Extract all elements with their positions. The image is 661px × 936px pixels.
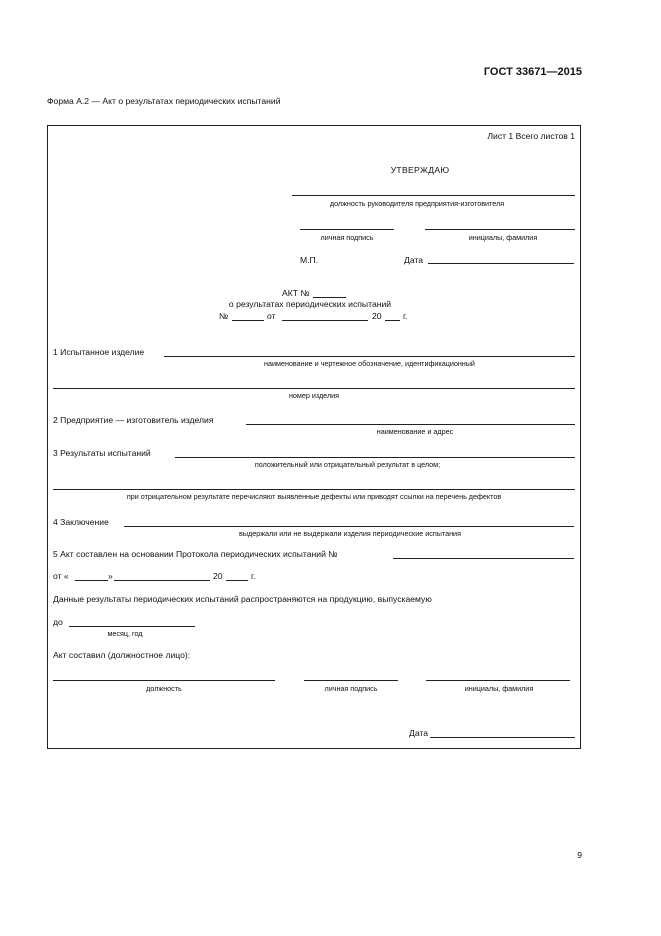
compiled-initials-line[interactable]: [426, 680, 570, 681]
item4-label: 4 Заключение: [53, 517, 109, 527]
until-line[interactable]: [69, 626, 195, 627]
page-number: 9: [577, 850, 582, 860]
item5-year-line[interactable]: [226, 580, 248, 581]
item5-year-prefix: 20: [213, 571, 223, 581]
item1b-caption: номер изделия: [288, 391, 340, 400]
item1b-line[interactable]: [53, 388, 575, 389]
item1-line[interactable]: [164, 356, 575, 357]
item5-day-line[interactable]: [75, 580, 108, 581]
item3-line[interactable]: [175, 457, 575, 458]
distribution-text: Данные результаты периодических испытаний распространяются на продукцию, выпускаемую: [53, 594, 432, 604]
item2-label: 2 Предприятие — изготовитель изделия: [53, 415, 214, 425]
act-from-label: от: [267, 311, 276, 321]
act-num-line[interactable]: [232, 320, 264, 321]
act-year-line[interactable]: [385, 320, 400, 321]
item3b-line[interactable]: [53, 489, 575, 490]
item5-month-line[interactable]: [114, 580, 210, 581]
standard-designation: ГОСТ 33671—2015: [483, 66, 582, 78]
approval-signature-line[interactable]: [300, 229, 394, 230]
item3b-caption: при отрицательном результате перечисляют выявленные дефекты или приводят ссылки на перечень дефектов: [126, 492, 502, 501]
item2-line[interactable]: [246, 424, 575, 425]
item5-from-mid: »: [108, 571, 113, 581]
approval-date-label: Дата: [404, 255, 424, 265]
act-subtitle: о результатах периодических испытаний: [228, 299, 392, 309]
act-year-suffix: г.: [403, 311, 408, 321]
approval-initials-line[interactable]: [425, 229, 575, 230]
compiled-position-caption: должность: [146, 684, 182, 693]
item4-caption: выдержали или не выдержали изделия периодические испытания: [239, 529, 461, 538]
approval-position-caption: должность руководителя предприятия-изготовителя: [329, 199, 505, 208]
approval-initials-caption: инициалы, фамилия: [468, 233, 538, 242]
act-num-prefix: №: [219, 311, 229, 321]
item5-label: 5 Акт составлен на основании Протокола периодических испытаний №: [53, 549, 338, 559]
act-date-line[interactable]: [282, 320, 368, 321]
item3-label: 3 Результаты испытаний: [53, 448, 151, 458]
item2-caption: наименование и адрес: [376, 427, 454, 436]
until-label: до: [53, 617, 63, 627]
item5-line[interactable]: [393, 558, 574, 559]
item5-year-suffix: г.: [251, 571, 256, 581]
act-year-prefix: 20: [372, 311, 382, 321]
seal-label: М.П.: [300, 255, 319, 265]
item4-line[interactable]: [124, 526, 574, 527]
approval-title: УТВЕРЖДАЮ: [390, 165, 450, 175]
compiled-signature-line[interactable]: [304, 680, 398, 681]
until-caption: месяц, год: [107, 629, 143, 638]
compiled-date-label: Дата: [409, 728, 429, 738]
approval-signature-caption: личная подпись: [320, 233, 374, 242]
sheet-count: Лист 1 Всего листов 1: [487, 131, 575, 141]
compiled-position-line[interactable]: [53, 680, 275, 681]
act-number-line[interactable]: [313, 297, 346, 298]
item1-label: 1 Испытанное изделие: [53, 347, 145, 357]
approval-position-line[interactable]: [292, 195, 575, 196]
approval-date-line[interactable]: [428, 263, 574, 264]
item1-caption: наименование и чертежное обозначение, идентификационный: [264, 359, 475, 368]
compiled-initials-caption: инициалы, фамилия: [464, 684, 534, 693]
compiled-signature-caption: личная подпись: [324, 684, 378, 693]
compiled-date-line[interactable]: [430, 737, 575, 738]
compiled-label: Акт составил (должностное лицо):: [53, 650, 191, 660]
item5-from-label: от «: [53, 571, 69, 581]
item3-caption: положительный или отрицательный результат в целом;: [254, 460, 441, 469]
act-number-label: АКТ №: [282, 288, 310, 298]
form-caption: Форма А.2 — Акт о результатах периодических испытаний: [47, 96, 281, 106]
